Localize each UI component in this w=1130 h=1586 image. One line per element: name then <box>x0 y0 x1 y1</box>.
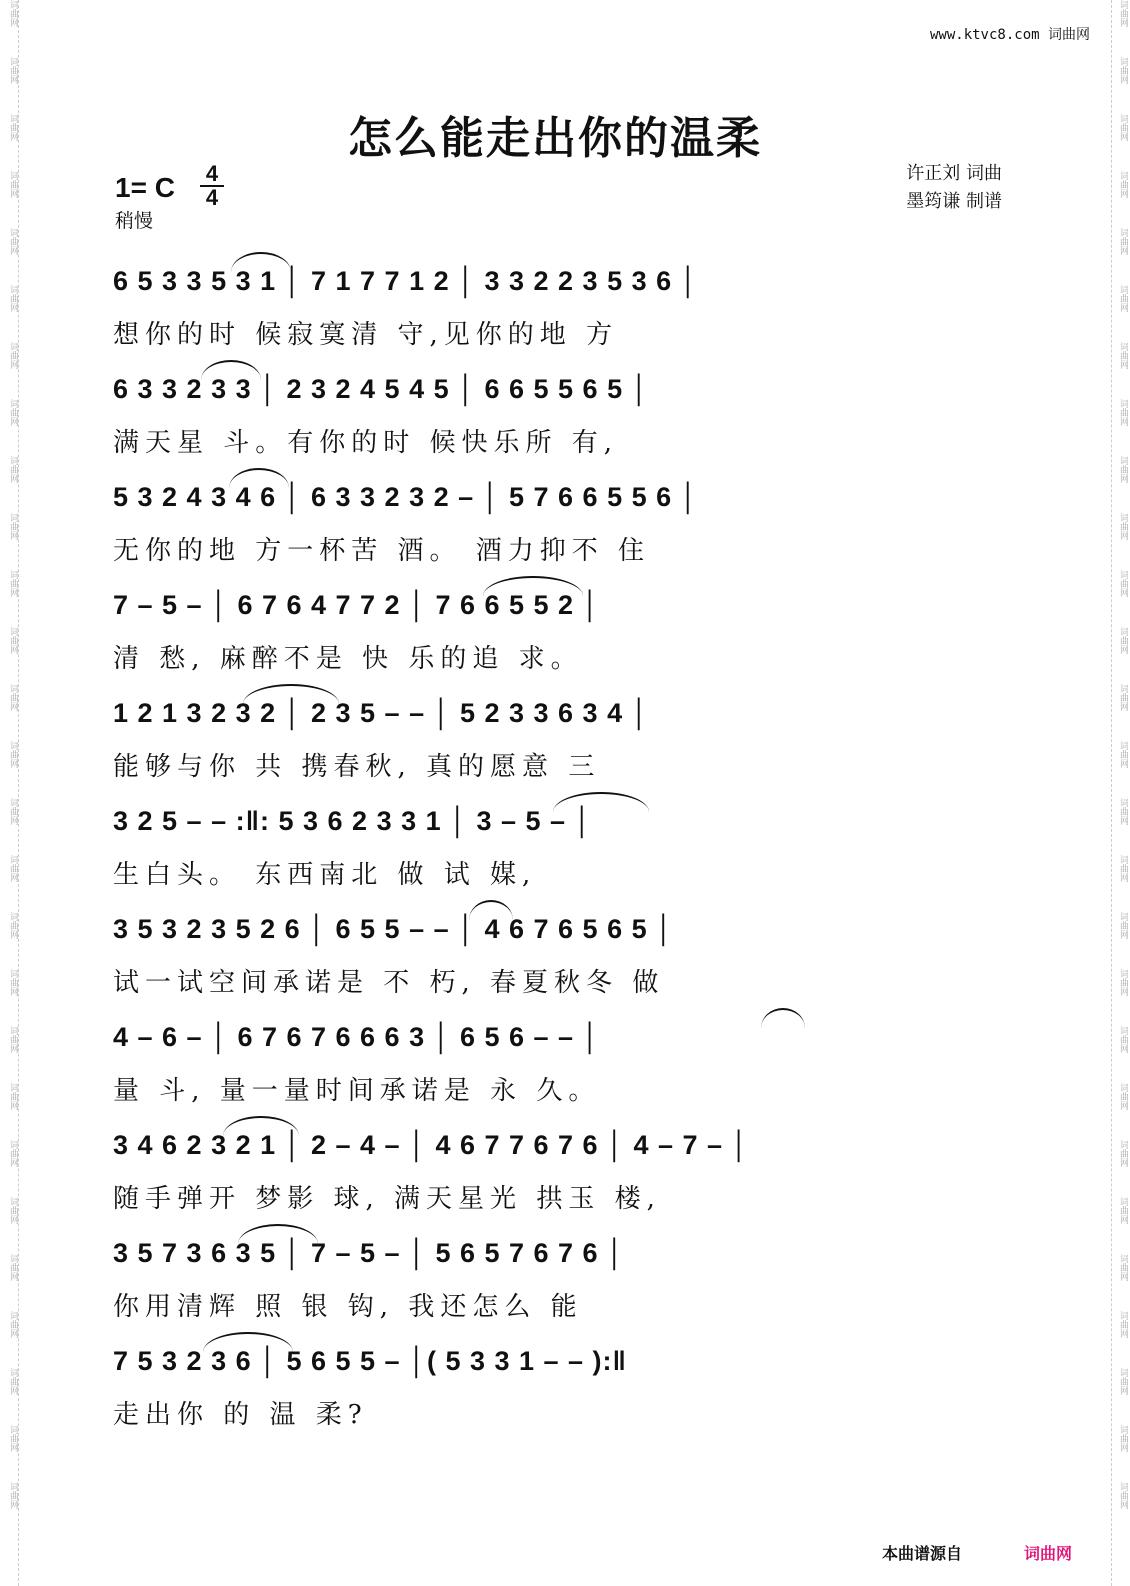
watermark-text: 词曲网 <box>8 1482 18 1509</box>
watermark-text: 词曲网 <box>8 1254 18 1281</box>
watermark-text: 词曲网 <box>1118 684 1128 711</box>
slur-mark <box>223 1116 299 1136</box>
notation-line: 1 2 1 3 2 3 2 │ 2 3 5 – – │ 5 2 3 3 6 3 4 │ <box>113 698 650 728</box>
score-system <box>113 230 1003 350</box>
watermark-text: 词曲网 <box>1118 0 1128 27</box>
key-signature: 1= C <box>115 172 175 203</box>
footer-source: 本曲谱源自 <box>881 1544 962 1563</box>
watermark-text: 词曲网 <box>1118 1425 1128 1452</box>
score-system <box>113 1202 1003 1322</box>
watermark-text: 词曲网 <box>1118 1311 1128 1338</box>
notation-line: 4 – 6 – │ 6 7 6 7 6 6 6 3 │ 6 5 6 – – │ <box>113 1022 601 1052</box>
watermark-text: 词曲网 <box>1118 285 1128 312</box>
watermark-text: 词曲网 <box>8 285 18 312</box>
notation-line: 3 4 6 2 3 2 1 │ 2 – 4 – │ 4 6 7 7 6 7 6 │ 4 – 7 – │ <box>113 1130 750 1160</box>
watermark-text: 词曲网 <box>1118 1083 1128 1110</box>
lyric-line: 走出你 的 温 柔? <box>113 1400 368 1430</box>
watermark-text: 词曲网 <box>8 57 18 84</box>
credit-arranger: 墨筠谦 制谱 <box>906 191 1002 212</box>
watermark-text: 词曲网 <box>1118 57 1128 84</box>
watermark-text: 词曲网 <box>1118 912 1128 939</box>
watermark-text: 词曲网 <box>8 114 18 141</box>
notation-line: 7 – 5 – │ 6 7 6 4 7 7 2 │ 7 6 6 5 5 2 │ <box>113 590 601 620</box>
watermark-text: 词曲网 <box>1118 855 1128 882</box>
watermark-text: 词曲网 <box>1118 1140 1128 1167</box>
lyric-line: 你用清辉 照 银 钩, 我还怎么 能 <box>113 1292 583 1322</box>
watermark-text: 词曲网 <box>8 456 18 483</box>
site-header[interactable]: www.ktvc8.com 词曲网 <box>929 27 1090 43</box>
watermark-text: 词曲网 <box>8 1425 18 1452</box>
score <box>113 230 1003 1430</box>
credit-lyricist-composer: 许正刘 词曲 <box>906 163 1002 184</box>
watermark-text: 词曲网 <box>8 855 18 882</box>
slur-mark <box>238 1224 318 1244</box>
lyric-line: 能够与你 共 携春秋, 真的愿意 三 <box>113 752 601 782</box>
score-system <box>113 554 1003 674</box>
notation-line: 6 3 3 2 3 3 │ 2 3 2 4 5 4 5 │ 6 6 5 5 6 5 │ <box>113 374 650 404</box>
meter-bottom: 4 <box>205 185 219 210</box>
score-system <box>113 1094 1003 1214</box>
watermark-text: 词曲网 <box>8 1368 18 1395</box>
watermark-text: 词曲网 <box>8 1140 18 1167</box>
watermark-text: 词曲网 <box>8 513 18 540</box>
watermark-text: 词曲网 <box>8 1083 18 1110</box>
credits <box>906 160 1002 216</box>
watermark-text: 词曲网 <box>8 969 18 996</box>
watermark-text: 词曲网 <box>1118 627 1128 654</box>
lyric-line: 清 愁, 麻醉不是 快 乐的追 求。 <box>113 644 583 674</box>
slur-mark <box>483 576 583 596</box>
slur-mark <box>203 1332 293 1352</box>
lyric-line: 随手弹开 梦影 球, 满天星光 拱玉 楼, <box>113 1184 661 1214</box>
watermark-text: 词曲网 <box>1118 228 1128 255</box>
slur-mark <box>231 252 291 272</box>
score-system <box>113 1310 1003 1430</box>
lyric-line: 生白头。 东西南北 做 试 媒, <box>113 860 537 890</box>
time-signature <box>200 161 224 210</box>
watermark-text: 词曲网 <box>1118 570 1128 597</box>
watermark-text: 词曲网 <box>1118 114 1128 141</box>
score-system <box>113 446 1003 566</box>
watermark-text: 词曲网 <box>8 684 18 711</box>
watermark-text: 词曲网 <box>8 342 18 369</box>
footer-site-link[interactable]: 词曲网 <box>1023 1544 1072 1563</box>
watermark-text: 词曲网 <box>1118 399 1128 426</box>
slur-mark <box>229 468 289 488</box>
slur-mark <box>201 360 261 380</box>
notation-line: 3 5 3 2 3 5 2 6 │ 6 5 5 – – │ 4 6 7 6 5 6 5 │ <box>113 914 674 944</box>
watermark-text: 词曲网 <box>8 228 18 255</box>
watermark-text: 词曲网 <box>1118 1254 1128 1281</box>
notation-line: 3 5 7 3 6 3 5 │ 7 – 5 – │ 5 6 5 7 6 7 6 │ <box>113 1238 625 1268</box>
watermark-text: 词曲网 <box>8 570 18 597</box>
notation-line: 7 5 3 2 3 6 │ 5 6 5 5 – │( 5 3 3 1 – – ):‖ <box>113 1346 627 1376</box>
watermark-text: 词曲网 <box>1118 1368 1128 1395</box>
watermark-text: 词曲网 <box>8 798 18 825</box>
lyric-line: 量 斗, 量一量时间承诺是 永 久。 <box>113 1076 601 1106</box>
watermark-text: 词曲网 <box>1118 1026 1128 1053</box>
notation-line: 5 3 2 4 3 4 6 │ 6 3 3 2 3 2 – │ 5 7 6 6 5 5 6 │ <box>113 482 699 512</box>
notation-line: 6 5 3 3 5 3 1 │ 7 1 7 7 1 2 │ 3 3 2 2 3 5 3 6 │ <box>113 266 699 296</box>
slur-mark <box>243 684 339 704</box>
watermark-text: 词曲网 <box>8 912 18 939</box>
watermark-text: 词曲网 <box>1118 798 1128 825</box>
notation-line: 3 2 5 – – :‖: 5 3 6 2 3 3 1 │ 3 – 5 – │ <box>113 806 593 836</box>
lyric-line: 无你的地 方一杯苦 酒。 酒力抑不 住 <box>113 536 651 566</box>
meter-top: 4 <box>205 161 219 186</box>
watermark-text: 词曲网 <box>1118 741 1128 768</box>
watermark-text: 词曲网 <box>8 0 18 27</box>
watermark-text: 词曲网 <box>8 171 18 198</box>
score-system <box>113 986 1003 1106</box>
left-watermark-strip <box>2 0 19 1586</box>
watermark-text: 词曲网 <box>1118 171 1128 198</box>
score-system <box>113 770 1003 890</box>
watermark-text: 词曲网 <box>1118 513 1128 540</box>
slur-mark <box>761 1008 805 1028</box>
slur-mark <box>553 792 649 812</box>
slur-mark <box>469 900 513 920</box>
watermark-text: 词曲网 <box>1118 456 1128 483</box>
watermark-text: 词曲网 <box>1118 1197 1128 1224</box>
watermark-text: 词曲网 <box>8 627 18 654</box>
watermark-text: 词曲网 <box>8 1311 18 1338</box>
watermark-text: 词曲网 <box>1118 1482 1128 1509</box>
watermark-text: 词曲网 <box>8 741 18 768</box>
lyric-line: 想你的时 候寂寞清 守,见你的地 方 <box>113 320 619 350</box>
lyric-line: 满天星 斗。有你的时 候快乐所 有, <box>113 428 619 458</box>
watermark-text: 词曲网 <box>1118 969 1128 996</box>
tempo-marking: 稍慢 <box>115 210 154 232</box>
song-title: 怎么能走出你的温柔 <box>348 113 762 164</box>
score-system <box>113 878 1003 998</box>
score-system <box>113 662 1003 782</box>
watermark-text: 词曲网 <box>8 1197 18 1224</box>
watermark-text: 词曲网 <box>8 1026 18 1053</box>
watermark-text: 词曲网 <box>8 399 18 426</box>
score-system <box>113 338 1003 458</box>
lyric-line: 试一试空间承诺是 不 朽, 春夏秋冬 做 <box>113 968 665 998</box>
watermark-text: 词曲网 <box>1118 342 1128 369</box>
right-watermark-strip <box>1111 0 1128 1586</box>
